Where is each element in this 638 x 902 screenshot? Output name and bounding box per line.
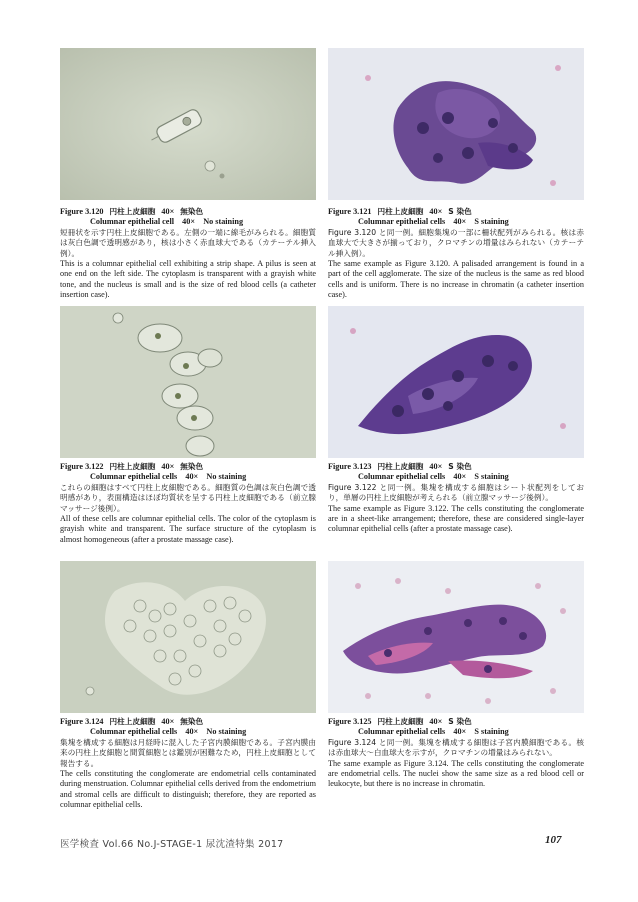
figure-magnification: 40× xyxy=(429,717,443,726)
caption-text-en: All of these cells are columnar epithelial cells. The color of the cytoplasm is grayish white and transparent. The surface structure of the cytoplasm is almost homogeneous (after a prostate massage case). xyxy=(60,514,316,544)
figure-number: Figure 3.120 xyxy=(60,207,104,216)
caption-3-123 xyxy=(328,462,584,535)
figure-title-jp: 円柱上皮細胞 xyxy=(109,717,156,726)
caption-text-en: The cells constituting the conglomerate are endometrial cells contaminated during menstruation. Columnar epithelial cells derived from the endometrium and stromal cells are difficult to distinguish; therefore, they are reported as columnar epithelial cells. xyxy=(60,769,316,810)
figure-title-jp: 円柱上皮細胞 xyxy=(109,207,156,216)
figure-subtitle: Columnar epithelial cell 40× No staining xyxy=(90,217,244,227)
journal-footer: 医学検査 Vol.66 No.J-STAGE-1 尿沈渣特集 2017 xyxy=(60,839,284,850)
figure-subtitle: Columnar epithelial cells 40× No staining xyxy=(90,472,247,482)
caption-3-122 xyxy=(60,462,316,545)
figure-number: Figure 3.121 xyxy=(328,207,372,216)
caption-text-en: This is a columnar epithelial cell exhibiting a strip shape. A pilus is seen at one end on the left side. The cytoplasm is transparent with a grayish white tone, and the nucleus is small and is the size of red blood cells (a catheter insertion case). xyxy=(60,259,316,300)
figure-stain-jp: 無染色 xyxy=(180,462,204,471)
micrograph-3-125 xyxy=(328,561,584,713)
figure-title-jp: 円柱上皮細胞 xyxy=(377,207,424,216)
figure-stain-jp: 無染色 xyxy=(180,207,204,216)
figure-magnification: 40× xyxy=(161,207,175,216)
figure-magnification: 40× xyxy=(161,462,175,471)
figure-stain-jp: S 染色 xyxy=(448,717,472,726)
caption-text-en: The same example as Figure 3.124. The cells constituting the conglomerate are endometrial cells. The nuclei show the same size as a red blood cell or leukocyte, but there is no increase in chromatin. xyxy=(328,758,584,789)
figure-number: Figure 3.122 xyxy=(60,462,104,471)
figure-title-jp: 円柱上皮細胞 xyxy=(109,462,156,471)
caption-3-121 xyxy=(328,207,584,301)
micrograph-3-124 xyxy=(60,561,316,713)
micrograph-3-123 xyxy=(328,306,584,458)
figure-magnification: 40× xyxy=(161,717,175,726)
figure-title-jp: 円柱上皮細胞 xyxy=(377,717,424,726)
micrograph-3-120 xyxy=(60,48,316,200)
caption-3-124 xyxy=(60,717,316,811)
caption-text-jp: これらの細胞はすべて円柱上皮細胞である。細胞質の色調は灰白色調で透明感があり，表面構造はほぼ均質状を呈する円柱上皮細胞である（前立腺マッサージ後例）。 xyxy=(60,482,316,513)
figure-magnification: 40× xyxy=(429,462,443,471)
caption-text-en: The same example as Figure 3.122. The cells constituting the conglomerate are in a sheet-like arrangement; therefore, these are considered single-layer columnar epithelial cells (after a prostate massage case). xyxy=(328,503,584,534)
figure-number: Figure 3.124 xyxy=(60,717,104,726)
figure-stain-jp: 無染色 xyxy=(180,717,204,726)
caption-text-jp: 集塊を構成する細胞は月経時に混入した子宮内膜細胞である。子宮内膜由来の円柱上皮細胞と間質細胞とは鑑別が困難なため，円柱上皮細胞として報告する。 xyxy=(60,737,316,768)
caption-3-120 xyxy=(60,207,316,301)
caption-text-en: The same example as Figure 3.120. A palisaded arrangement is found in a part of the cell agglomerate. The size of the nucleus is the same as red blood cells and is uniform. There is no increase in chromatin (a catheter insertion case). xyxy=(328,259,584,300)
caption-3-125 xyxy=(328,717,584,790)
figure-subtitle: Columnar epithelial cells 40× S staining xyxy=(358,217,509,227)
figure-number: Figure 3.125 xyxy=(328,717,372,726)
figure-subtitle: Columnar epithelial cells 40× S staining xyxy=(358,727,509,737)
caption-text-jp: Figure 3.120 と同一例。細胞集塊の一部に柵状配列がみられる。核は赤血球大で大きさが揃っており，クロマチンの増量はみられない（カテーテル挿入例）。 xyxy=(328,227,584,258)
figure-subtitle: Columnar epithelial cells 40× S staining xyxy=(358,472,509,482)
figure-magnification: 40× xyxy=(429,207,443,216)
figure-number: Figure 3.123 xyxy=(328,462,372,471)
micrograph-3-121 xyxy=(328,48,584,200)
figure-stain-jp: S 染色 xyxy=(448,207,472,216)
figure-subtitle: Columnar epithelial cells 40× No staining xyxy=(90,727,247,737)
micrograph-3-122 xyxy=(60,306,316,458)
caption-text-jp: Figure 3.122 と同一例。集塊を構成する細胞はシート状配列をしており，単層の円柱上皮細胞が考えられる（前立腺マッサージ後例）。 xyxy=(328,482,584,503)
caption-text-jp: Figure 3.124 と同一例。集塊を構成する細胞は子宮内膜細胞である。核は赤血球大～白血球大を示すが，クロマチンの増量はみられない。 xyxy=(328,737,584,758)
figure-title-jp: 円柱上皮細胞 xyxy=(377,462,424,471)
page-number: 107 xyxy=(545,834,562,846)
caption-text-jp: 短冊状を示す円柱上皮細胞である。左側の一端に線毛がみられる。細胞質は灰白色調で透明感があり，核は小さく赤血球大である（カテーテル挿入例）。 xyxy=(60,227,316,258)
figure-stain-jp: S 染色 xyxy=(448,462,472,471)
